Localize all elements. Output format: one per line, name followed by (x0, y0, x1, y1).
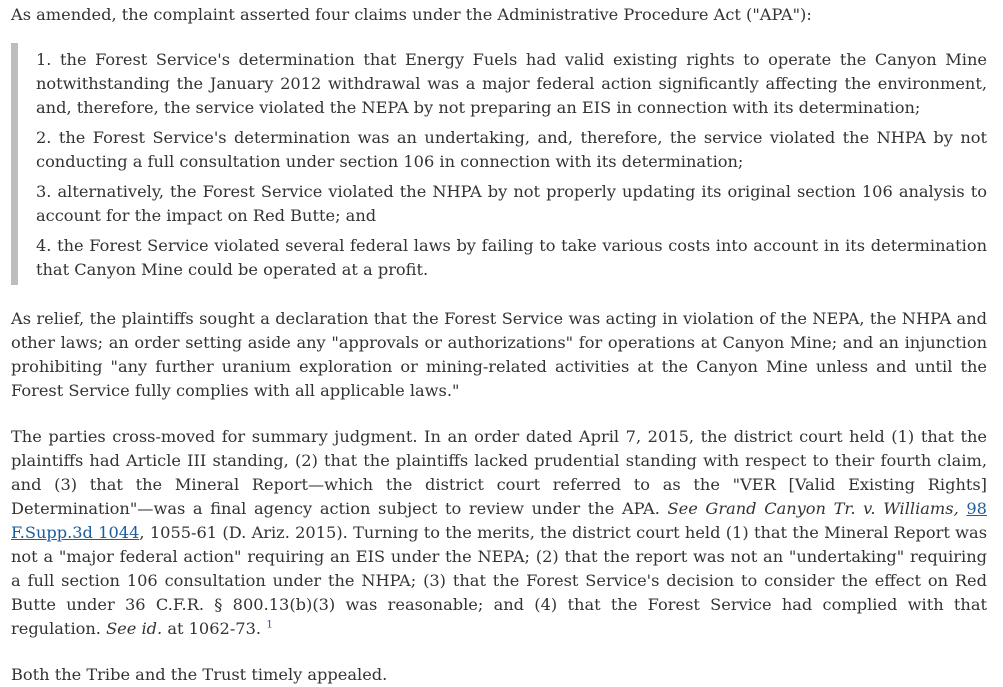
claim-item: 3. alternatively, the Forest Service violated the NHPA by not properly updating its original section 106 analysis to account for the impact on Red Butte; and (36, 182, 987, 225)
claims-blockquote (11, 43, 987, 285)
intro-paragraph: As amended, the complaint asserted four claims under the Administrative Procedure Act ("APA"): (11, 5, 812, 24)
claim-item: 4. the Forest Service violated several federal laws by failing to take various costs into account in its determination that Canyon Mine could be operated at a profit. (36, 236, 987, 279)
case-citation: See Grand Canyon Tr. v. Williams, (667, 499, 959, 518)
claim-item: 2. the Forest Service's determination was an undertaking, and, therefore, the service violated the NHPA by not conducting a full consultation under section 106 in connection with its determination; (36, 128, 987, 171)
closing-paragraph: Both the Tribe and the Trust timely appealed. (11, 665, 388, 684)
summary-text: , 1055-61 (D. Ariz. 2015). Turning to the merits, the district court held (1) that the Mineral Report was not a "major federal action" requiring an EIS under the NEPA; (2) that the report was not an "undertaking" requiring a full section 106 consultation under the NHPA; (3) that the Forest Service's decision to consider the effect on Red Butte under 36 C.F.R. § 800.13(b)(3) was reasonable; and (4) that the Forest Service had complied with that regulation. (11, 523, 987, 638)
summary-text: at 1062-73. (162, 619, 267, 638)
id-citation: See id. (106, 619, 163, 638)
claim-item: 1. the Forest Service's determination that Energy Fuels had valid existing rights to operate the Canyon Mine notwithstanding the January 2012 withdrawal was a major federal action significantly affecting the environment, and, therefore, the service violated the NEPA by not preparing an EIS in connection with its determination; (36, 50, 987, 117)
footnote-link[interactable]: 1 (266, 618, 273, 631)
summary-judgment-paragraph (11, 425, 987, 641)
relief-paragraph: As relief, the plaintiffs sought a declaration that the Forest Service was acting in violation of the NEPA, the NHPA and other laws; an order setting aside any "approvals or authorizations" for operations at Canyon Mine; and an injunction prohibiting "any further uranium exploration or mining-related activities at the Canyon Mine unless and until the Forest Service fully complies with all applicable laws." (11, 309, 987, 400)
summary-text: The parties cross-moved for summary judgment. In an order dated April 7, 2015, the district court held (1) that the plaintiffs had Article III standing, (2) that the plaintiffs lacked prudential standing with respect to their fourth claim, and (3) that the Mineral Report—which the district court referred to as the "VER [Valid Existing Rights] Determination"—was a final agency action subject to review under the APA. (11, 427, 987, 518)
citation-link[interactable]: 98 F.Supp.3d 1044 (11, 499, 987, 542)
